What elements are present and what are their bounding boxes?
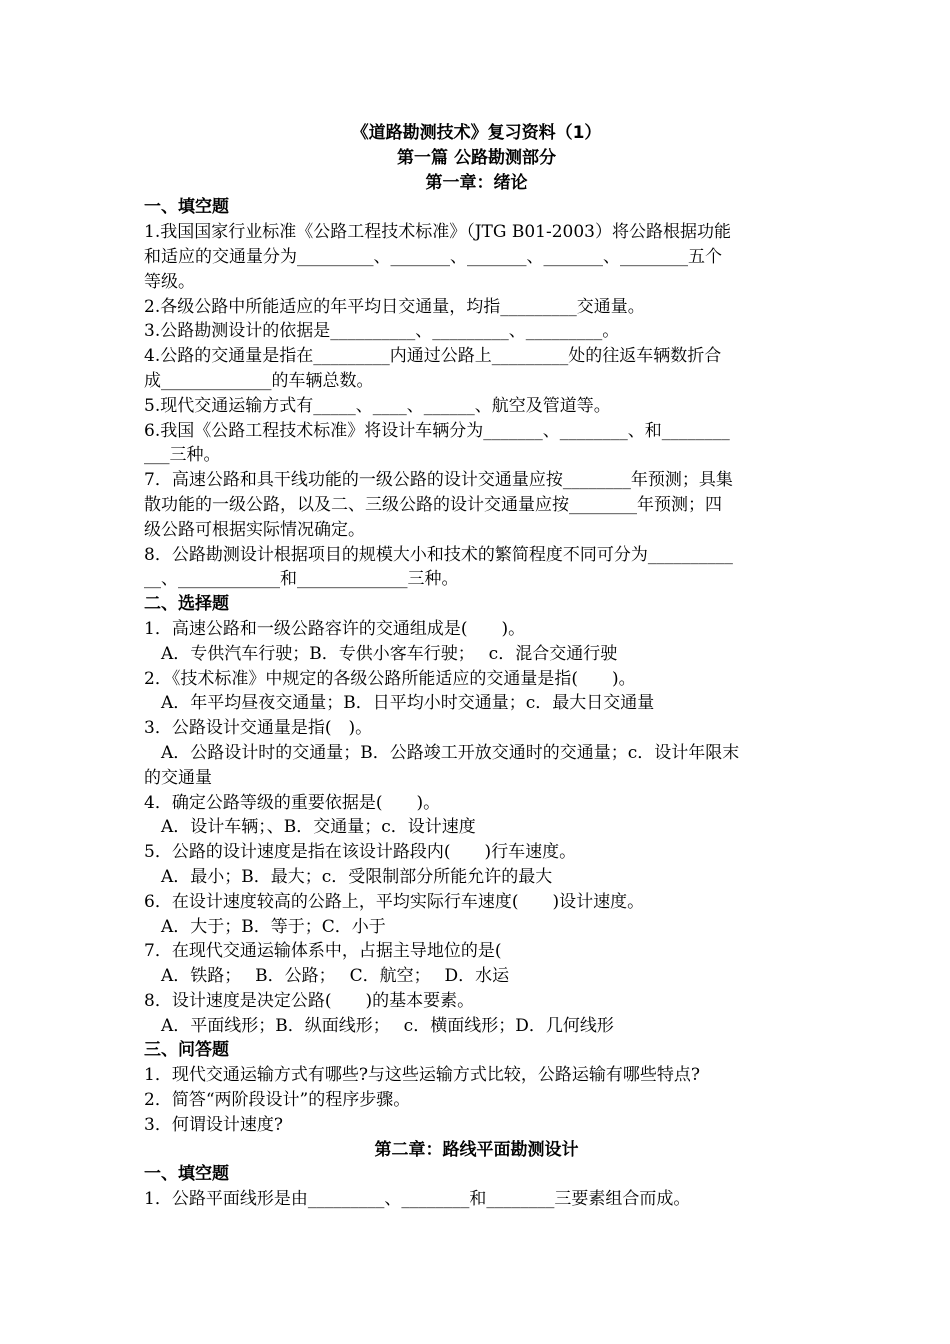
qa-question: 2．简答“两阶段设计”的程序步骤。 <box>144 1090 411 1111</box>
ch1-fill-list <box>144 220 809 592</box>
ch1-fill-line: 3.公路勘测设计的依据是__________、_________、_________。 <box>144 321 620 342</box>
choice-question: 5．公路的设计速度是指在该设计路段内( )行车速度。 <box>144 842 577 863</box>
qa-question: 3．何谓设计速度? <box>144 1114 283 1135</box>
ch1-fill-line: __、____________和_____________三种。 <box>144 569 459 590</box>
choice-question: 6．在设计速度较高的公路上，平均实际行车速度( )设计速度。 <box>144 891 645 912</box>
ch2-fill-heading: 一、填空题 <box>144 1164 229 1185</box>
document-page <box>144 121 809 1212</box>
choice-options: A．铁路； B．公路； C．航空； D．水运 <box>161 966 510 987</box>
choice-question: 1．高速公路和一级公路容许的交通组成是( )。 <box>144 618 526 639</box>
ch1-choice-heading: 二、选择题 <box>144 594 229 615</box>
choice-options: A．设计车辆；、B．交通量；c．设计速度 <box>161 817 476 838</box>
ch1-fill-line: 成_____________的车辆总数。 <box>144 370 374 391</box>
choice-options: A．年平均昼夜交通量；B．日平均小时交通量；c．最大日交通量 <box>161 693 655 714</box>
document-title: 《道路勘测技术》复习资料（1） <box>351 123 602 143</box>
choice-question: 7．在现代交通运输体系中，占据主导地位的是( <box>144 941 502 962</box>
ch1-qa-list <box>144 1063 809 1137</box>
ch1-fill-line: 6.我国《公路工程技术标准》将设计车辆分为_______、________、和________ <box>144 420 730 441</box>
choice-options: A．专供汽车行驶；B．专供小客车行驶； c．混合交通行驶 <box>161 643 618 664</box>
choice-options: A．最小；B．最大；c．受限制部分所能允许的最大 <box>161 866 553 887</box>
choice-question: 2．《技术标准》中规定的各级公路所能适应的交通量是指( )。 <box>144 668 636 689</box>
qa-question: 1．现代交通运输方式有哪些?与这些运输方式比较，公路运输有哪些特点? <box>144 1065 701 1086</box>
choice-options: A．公路设计时的交通量；B．公路竣工开放交通时的交通量；c．设计年限末 <box>161 742 740 763</box>
ch1-fill-line: 7．高速公路和具干线功能的一级公路的设计交通量应按________年预测；具集 <box>144 470 733 491</box>
ch1-fill-line: 等级。 <box>144 271 195 292</box>
choice-options-continued: 的交通量 <box>144 767 212 788</box>
ch1-fill-heading: 一、填空题 <box>144 197 229 218</box>
choice-options: A．平面线形；B．纵面线形； c．横面线形；D．几何线形 <box>161 1015 614 1036</box>
choice-question: 4．确定公路等级的重要依据是( )。 <box>144 792 441 813</box>
part-title: 第一篇 公路勘测部分 <box>397 147 556 168</box>
ch1-fill-line: 5.现代交通运输方式有_____、____、______、航空及管道等。 <box>144 395 611 416</box>
choice-question: 3．公路设计交通量是指( )。 <box>144 718 373 739</box>
ch1-fill-line: 散功能的一级公路，以及二、三级公路的设计交通量应按________年预测；四 <box>144 494 722 515</box>
ch1-fill-line: 2.各级公路中所能适应的年平均日交通量，均指_________交通量。 <box>144 296 645 317</box>
ch1-fill-line: 4.公路的交通量是指在_________内通过公路上_________处的往返车辆数折合 <box>144 346 722 367</box>
choice-question: 8．设计速度是决定公路( )的基本要素。 <box>144 990 475 1011</box>
choice-options: A．大于；B．等于；C．小于 <box>161 916 386 937</box>
ch1-fill-line: 和适应的交通量分为_________、_______、_______、_______、________五个 <box>144 246 722 267</box>
chapter2-title: 第二章：路线平面勘测设计 <box>374 1139 579 1160</box>
ch1-fill-line: 1.我国国家行业标准《公路工程技术标准》（JTG B01-2003）将公路根据功能 <box>144 222 731 243</box>
chapter1-title: 第一章：绪论 <box>425 172 528 193</box>
ch2-fill-line: 1．公路平面线形是由_________、________和________三要素组合而成。 <box>144 1189 691 1210</box>
ch2-fill-list <box>144 1187 809 1212</box>
ch1-fill-line: 8．公路勘测设计根据项目的规模大小和技术的繁简程度不同可分为__________ <box>144 544 733 565</box>
ch1-fill-line: ___三种。 <box>144 445 221 466</box>
ch1-qa-heading: 三、问答题 <box>144 1040 229 1061</box>
ch1-fill-line: 级公路可根据实际情况确定。 <box>144 519 365 540</box>
ch1-choice-list <box>144 617 809 1039</box>
